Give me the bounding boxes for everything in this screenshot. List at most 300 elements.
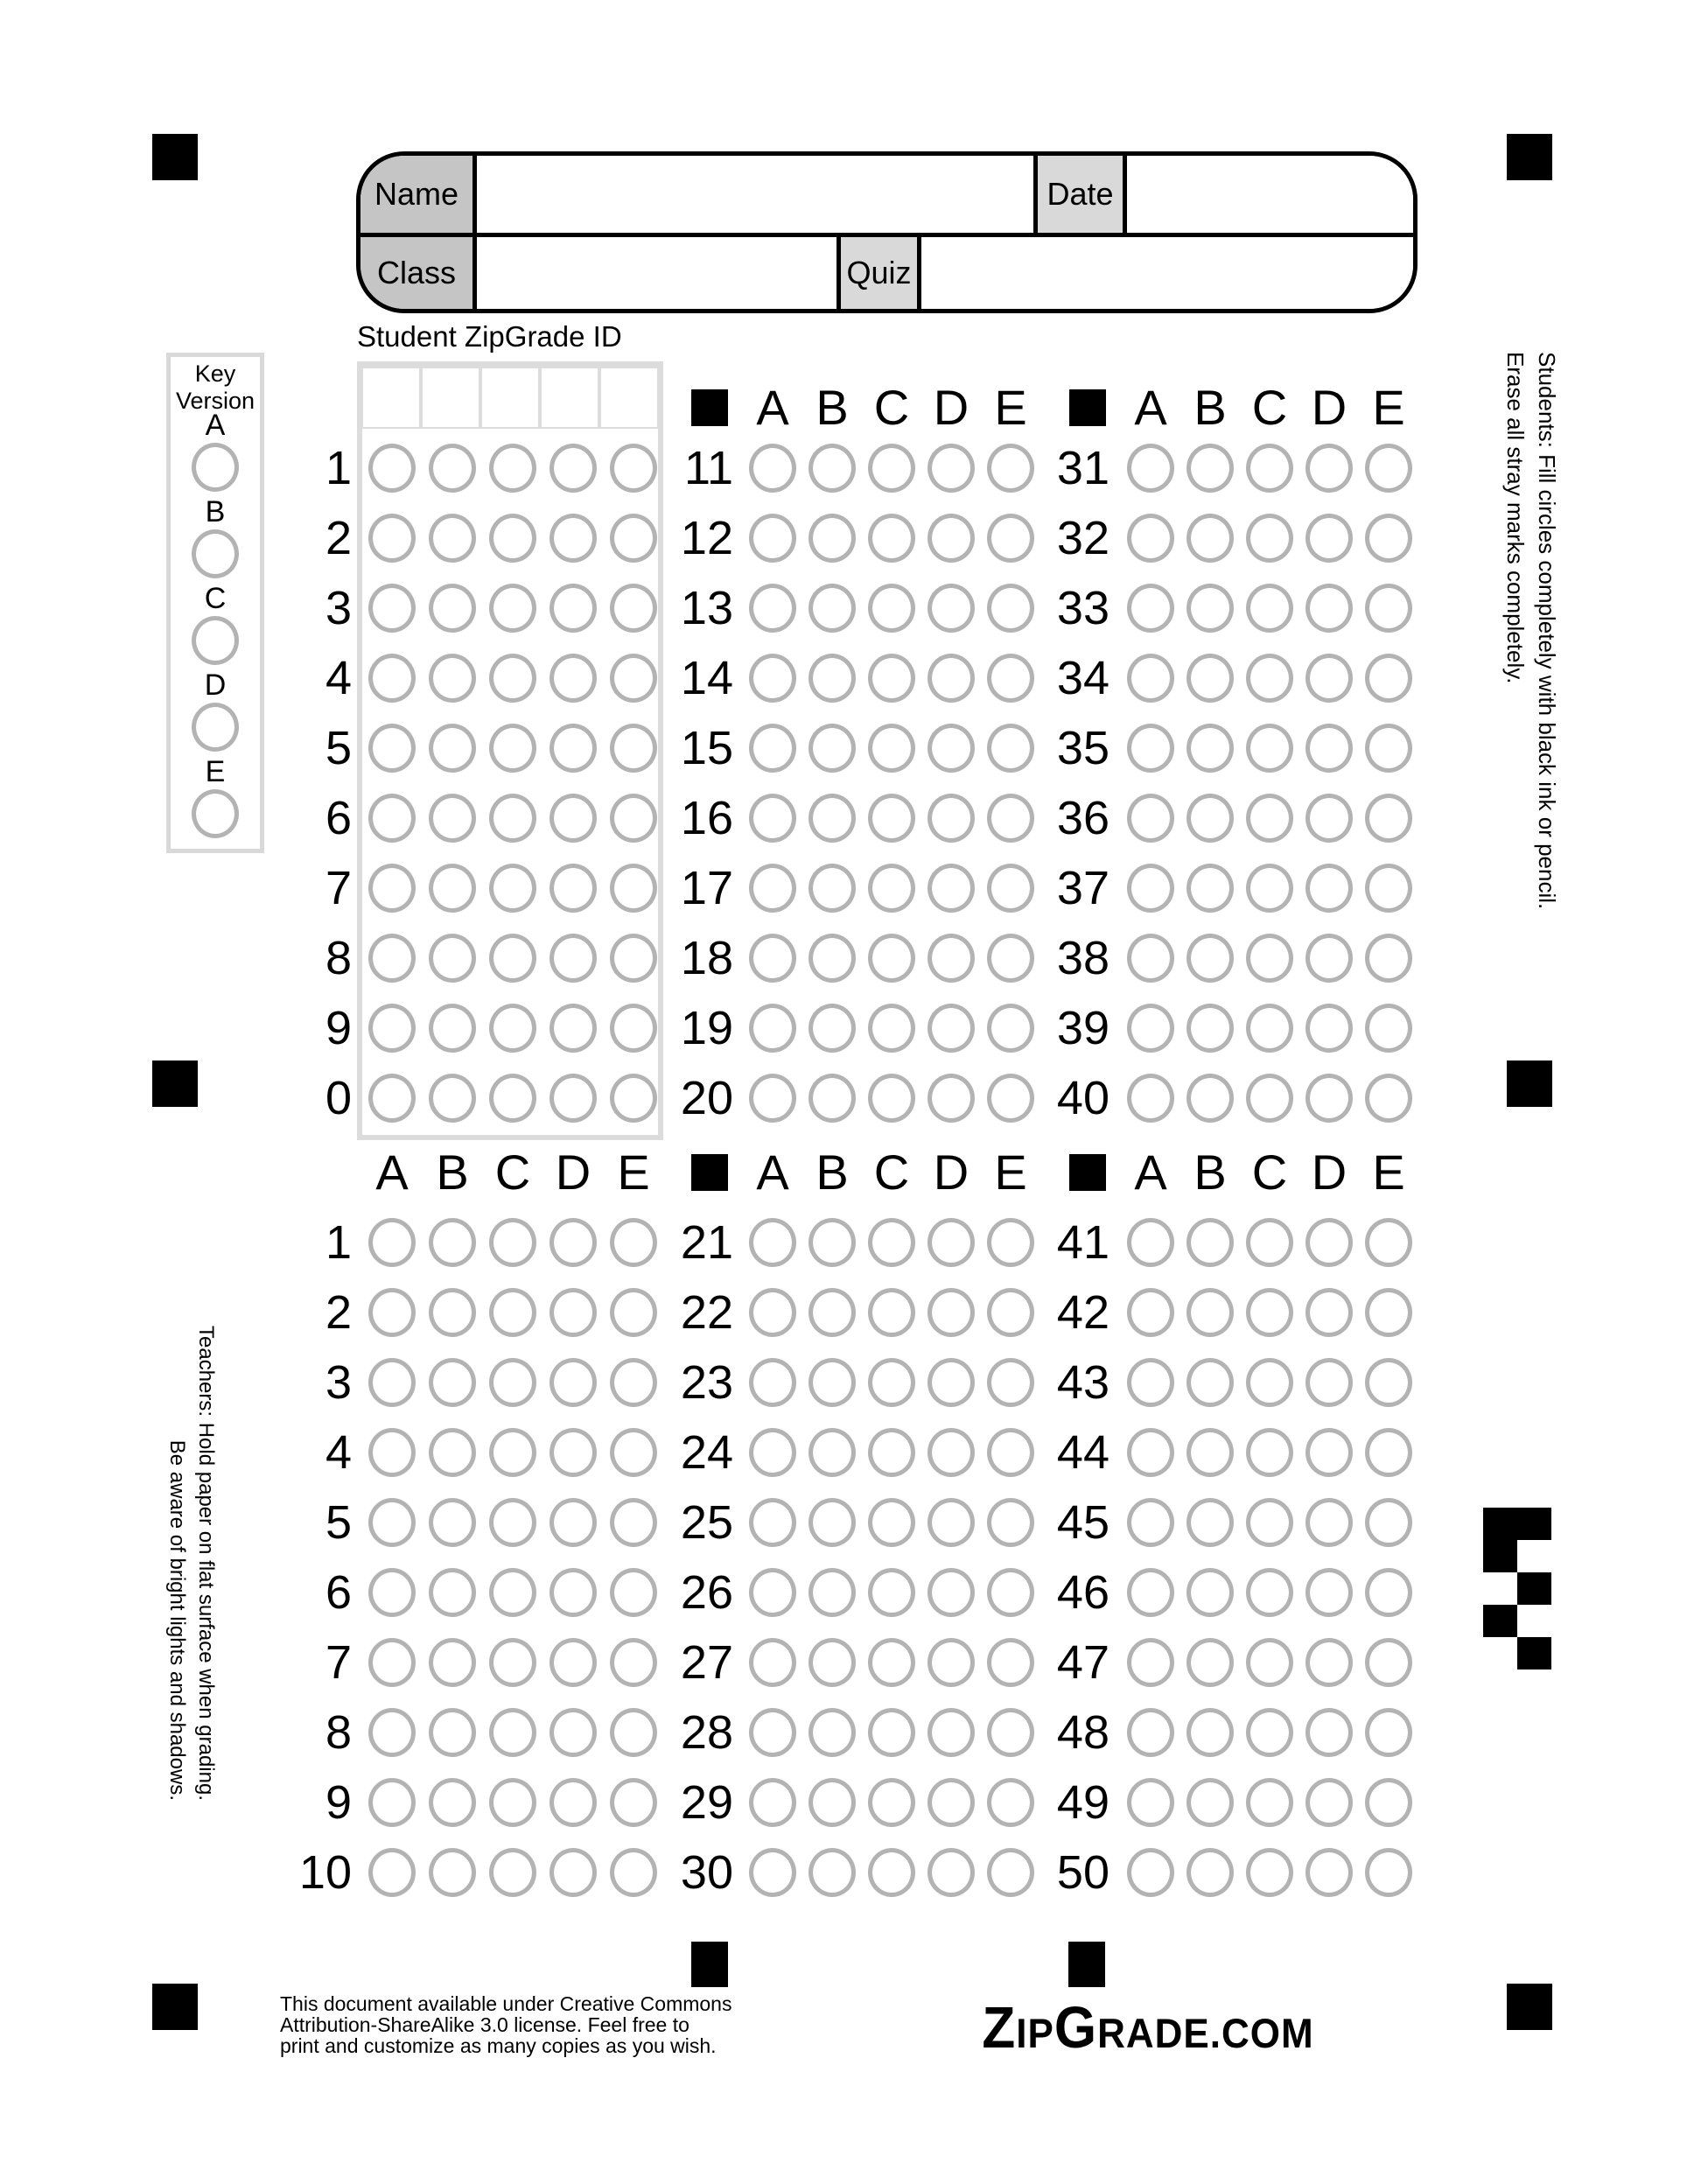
bubble-q39-C[interactable] xyxy=(1246,1004,1293,1053)
bubble-q34-A[interactable] xyxy=(1127,654,1174,703)
bubble-q37-E[interactable] xyxy=(1365,864,1412,913)
bubble-q30-A[interactable] xyxy=(749,1848,796,1897)
bubble-q3-D[interactable] xyxy=(550,1358,597,1407)
bubble-q34-E[interactable] xyxy=(1365,654,1412,703)
bubble-q33-C[interactable] xyxy=(1246,584,1293,633)
date-field[interactable] xyxy=(1127,156,1413,233)
bubble-q46-D[interactable] xyxy=(1306,1568,1353,1617)
key-version-letter-A: A xyxy=(205,409,226,442)
bubble-q49-D[interactable] xyxy=(1306,1778,1353,1827)
bubble-q15-B[interactable] xyxy=(808,724,856,773)
id-digit-cell-2[interactable] xyxy=(421,367,480,429)
id-digit-cell-5[interactable] xyxy=(599,367,659,429)
registration-mark-mid-right xyxy=(1507,1060,1552,1107)
bubble-id-digit2-col1[interactable] xyxy=(368,514,416,563)
bubble-q16-D[interactable] xyxy=(928,794,975,843)
bubble-q25-C[interactable] xyxy=(868,1498,915,1547)
bubble-q42-C[interactable] xyxy=(1246,1288,1293,1337)
bubble-q44-C[interactable] xyxy=(1246,1428,1293,1477)
bubble-q42-E[interactable] xyxy=(1365,1288,1412,1337)
bubble-q8-B[interactable] xyxy=(429,1708,476,1757)
bubble-q1-C[interactable] xyxy=(489,1218,536,1267)
bubble-q3-C[interactable] xyxy=(489,1358,536,1407)
bubble-id-digit7-col3[interactable] xyxy=(489,864,536,913)
bubble-q35-C[interactable] xyxy=(1246,724,1293,773)
bubble-q49-C[interactable] xyxy=(1246,1778,1293,1827)
bubble-q24-B[interactable] xyxy=(808,1428,856,1477)
bubble-q46-C[interactable] xyxy=(1246,1568,1293,1617)
bubble-q45-E[interactable] xyxy=(1365,1498,1412,1547)
bubble-q37-B[interactable] xyxy=(1186,864,1234,913)
bubble-id-digit6-col1[interactable] xyxy=(368,794,416,843)
bubble-q22-B[interactable] xyxy=(808,1288,856,1337)
bubble-q42-A[interactable] xyxy=(1127,1288,1174,1337)
bubble-q49-B[interactable] xyxy=(1186,1778,1234,1827)
bubble-id-digit0-col2[interactable] xyxy=(429,1074,476,1123)
bubble-q17-B[interactable] xyxy=(808,864,856,913)
bubble-q19-B[interactable] xyxy=(808,1004,856,1053)
bubble-id-digit2-col5[interactable] xyxy=(610,514,657,563)
bubble-id-digit7-col4[interactable] xyxy=(550,864,597,913)
bubble-q1-D[interactable] xyxy=(550,1218,597,1267)
bubble-q10-A[interactable] xyxy=(368,1848,416,1897)
bubble-q50-A[interactable] xyxy=(1127,1848,1174,1897)
bubble-q16-C[interactable] xyxy=(868,794,915,843)
bubble-q18-D[interactable] xyxy=(928,934,975,983)
bubble-q21-D[interactable] xyxy=(928,1218,975,1267)
bubble-q34-B[interactable] xyxy=(1186,654,1234,703)
bubble-q25-D[interactable] xyxy=(928,1498,975,1547)
bubble-q27-D[interactable] xyxy=(928,1638,975,1687)
bubble-q31-A[interactable] xyxy=(1127,444,1174,493)
bubble-q23-A[interactable] xyxy=(749,1358,796,1407)
bubble-q7-C[interactable] xyxy=(489,1638,536,1687)
bubble-q35-E[interactable] xyxy=(1365,724,1412,773)
bubble-q38-C[interactable] xyxy=(1246,934,1293,983)
bubble-q42-D[interactable] xyxy=(1306,1288,1353,1337)
bubble-q46-A[interactable] xyxy=(1127,1568,1174,1617)
bubble-id-digit5-col3[interactable] xyxy=(489,724,536,773)
bubble-id-digit6-col5[interactable] xyxy=(610,794,657,843)
bubble-q50-C[interactable] xyxy=(1246,1848,1293,1897)
bubble-q27-C[interactable] xyxy=(868,1638,915,1687)
bubble-key-E[interactable] xyxy=(192,789,239,838)
bubble-q16-A[interactable] xyxy=(749,794,796,843)
bubble-q32-A[interactable] xyxy=(1127,514,1174,563)
bubble-id-digit9-col4[interactable] xyxy=(550,1004,597,1053)
bubble-q18-C[interactable] xyxy=(868,934,915,983)
bubble-id-digit5-col5[interactable] xyxy=(610,724,657,773)
bubble-q34-C[interactable] xyxy=(1246,654,1293,703)
bubble-id-digit9-col5[interactable] xyxy=(610,1004,657,1053)
bubble-q5-D[interactable] xyxy=(550,1498,597,1547)
bubble-id-digit2-col4[interactable] xyxy=(550,514,597,563)
bubble-q29-A[interactable] xyxy=(749,1778,796,1827)
bubble-q19-C[interactable] xyxy=(868,1004,915,1053)
bubble-id-digit7-col2[interactable] xyxy=(429,864,476,913)
bubble-q38-B[interactable] xyxy=(1186,934,1234,983)
bubble-id-digit3-col1[interactable] xyxy=(368,584,416,633)
bubble-q50-E[interactable] xyxy=(1365,1848,1412,1897)
id-digit-cell-1[interactable] xyxy=(361,367,421,429)
registration-mark-top-left xyxy=(152,134,198,180)
teachers-instructions-line2: Be aware of bright lights and shadows. xyxy=(165,1439,189,1801)
bubble-id-digit0-col4[interactable] xyxy=(550,1074,597,1123)
bubble-q45-D[interactable] xyxy=(1306,1498,1353,1547)
bubble-id-digit9-col1[interactable] xyxy=(368,1004,416,1053)
bubble-q27-A[interactable] xyxy=(749,1638,796,1687)
bubble-q11-D[interactable] xyxy=(928,444,975,493)
bubble-q13-C[interactable] xyxy=(868,584,915,633)
bubble-q39-D[interactable] xyxy=(1306,1004,1353,1053)
bubble-id-digit7-col5[interactable] xyxy=(610,864,657,913)
bubble-q37-C[interactable] xyxy=(1246,864,1293,913)
bubble-q23-B[interactable] xyxy=(808,1358,856,1407)
bubble-q8-C[interactable] xyxy=(489,1708,536,1757)
bubble-id-digit0-col3[interactable] xyxy=(489,1074,536,1123)
bubble-q25-B[interactable] xyxy=(808,1498,856,1547)
bubble-q1-A[interactable] xyxy=(368,1218,416,1267)
bubble-q40-D[interactable] xyxy=(1306,1074,1353,1123)
bubble-q31-B[interactable] xyxy=(1186,444,1234,493)
bubble-q3-A[interactable] xyxy=(368,1358,416,1407)
bubble-q36-B[interactable] xyxy=(1186,794,1234,843)
bubble-q39-B[interactable] xyxy=(1186,1004,1234,1053)
bubble-q41-C[interactable] xyxy=(1246,1218,1293,1267)
bubble-q43-D[interactable] xyxy=(1306,1358,1353,1407)
bubble-id-digit4-col4[interactable] xyxy=(550,654,597,703)
bubble-q40-A[interactable] xyxy=(1127,1074,1174,1123)
name-field[interactable] xyxy=(477,156,1033,233)
bubble-id-digit7-col1[interactable] xyxy=(368,864,416,913)
bubble-q26-D[interactable] xyxy=(928,1568,975,1617)
bubble-q10-C[interactable] xyxy=(489,1848,536,1897)
bubble-q29-B[interactable] xyxy=(808,1778,856,1827)
bubble-q41-D[interactable] xyxy=(1306,1218,1353,1267)
bubble-key-D[interactable] xyxy=(192,703,239,752)
bubble-q33-E[interactable] xyxy=(1365,584,1412,633)
bubble-q36-D[interactable] xyxy=(1306,794,1353,843)
bubble-id-digit8-col3[interactable] xyxy=(489,934,536,983)
bubble-q45-A[interactable] xyxy=(1127,1498,1174,1547)
bubble-q37-D[interactable] xyxy=(1306,864,1353,913)
bubble-id-digit6-col3[interactable] xyxy=(489,794,536,843)
bubble-q6-C[interactable] xyxy=(489,1568,536,1617)
bubble-id-digit4-col3[interactable] xyxy=(489,654,536,703)
bubble-q45-C[interactable] xyxy=(1246,1498,1293,1547)
bubble-q46-B[interactable] xyxy=(1186,1568,1234,1617)
bubble-q33-A[interactable] xyxy=(1127,584,1174,633)
bubble-q4-A[interactable] xyxy=(368,1428,416,1477)
bubble-q8-A[interactable] xyxy=(368,1708,416,1757)
bubble-q3-B[interactable] xyxy=(429,1358,476,1407)
bubble-q13-B[interactable] xyxy=(808,584,856,633)
bubble-q44-E[interactable] xyxy=(1365,1428,1412,1477)
bubble-q16-B[interactable] xyxy=(808,794,856,843)
bubble-q43-A[interactable] xyxy=(1127,1358,1174,1407)
bubble-q26-C[interactable] xyxy=(868,1568,915,1617)
bubble-q38-D[interactable] xyxy=(1306,934,1353,983)
bubble-q20-B[interactable] xyxy=(808,1074,856,1123)
bubble-q9-D[interactable] xyxy=(550,1778,597,1827)
registration-mark-mid-left xyxy=(152,1060,198,1107)
bubble-q35-D[interactable] xyxy=(1306,724,1353,773)
bubble-q29-D[interactable] xyxy=(928,1778,975,1827)
bubble-q12-D[interactable] xyxy=(928,514,975,563)
question-number-19: 19 xyxy=(680,1002,733,1054)
bubble-id-digit4-col5[interactable] xyxy=(610,654,657,703)
bubble-q7-D[interactable] xyxy=(550,1638,597,1687)
bubble-q33-B[interactable] xyxy=(1186,584,1234,633)
bubble-id-digit4-col2[interactable] xyxy=(429,654,476,703)
bubble-q21-B[interactable] xyxy=(808,1218,856,1267)
bubble-q48-A[interactable] xyxy=(1127,1708,1174,1757)
bubble-q34-D[interactable] xyxy=(1306,654,1353,703)
bubble-q28-C[interactable] xyxy=(868,1708,915,1757)
bubble-q39-E[interactable] xyxy=(1365,1004,1412,1053)
bubble-q38-E[interactable] xyxy=(1365,934,1412,983)
bubble-q43-B[interactable] xyxy=(1186,1358,1234,1407)
bubble-q9-B[interactable] xyxy=(429,1778,476,1827)
column-header-letter-D: D xyxy=(1311,1144,1348,1200)
question-number-31: 31 xyxy=(1056,442,1110,494)
bubble-q19-A[interactable] xyxy=(749,1004,796,1053)
id-digit-cell-4[interactable] xyxy=(540,367,599,429)
bubble-q41-B[interactable] xyxy=(1186,1218,1234,1267)
bubble-q47-C[interactable] xyxy=(1246,1638,1293,1687)
bubble-q8-D[interactable] xyxy=(550,1708,597,1757)
question-number-39: 39 xyxy=(1056,1002,1110,1054)
bubble-id-digit1-col4[interactable] xyxy=(550,444,597,493)
bubble-q22-C[interactable] xyxy=(868,1288,915,1337)
bubble-q7-A[interactable] xyxy=(368,1638,416,1687)
bubble-q50-B[interactable] xyxy=(1186,1848,1234,1897)
bubble-q23-C[interactable] xyxy=(868,1358,915,1407)
bubble-q12-A[interactable] xyxy=(749,514,796,563)
bubble-q33-D[interactable] xyxy=(1306,584,1353,633)
bubble-id-digit1-col2[interactable] xyxy=(429,444,476,493)
bubble-q47-D[interactable] xyxy=(1306,1638,1353,1687)
bubble-q32-D[interactable] xyxy=(1306,514,1353,563)
bubble-q39-A[interactable] xyxy=(1127,1004,1174,1053)
bubble-q41-A[interactable] xyxy=(1127,1218,1174,1267)
id-digit-cell-3[interactable] xyxy=(480,367,540,429)
bubble-q5-B[interactable] xyxy=(429,1498,476,1547)
students-instructions-line1: Students: Fill circles completely with black ink or pencil. xyxy=(1534,352,1560,910)
bubble-q17-C[interactable] xyxy=(868,864,915,913)
bubble-q31-E[interactable] xyxy=(1365,444,1412,493)
bubble-id-digit9-col3[interactable] xyxy=(489,1004,536,1053)
bubble-q50-D[interactable] xyxy=(1306,1848,1353,1897)
bubble-q44-B[interactable] xyxy=(1186,1428,1234,1477)
bubble-id-digit5-col2[interactable] xyxy=(429,724,476,773)
bubble-q25-A[interactable] xyxy=(749,1498,796,1547)
bubble-key-B[interactable] xyxy=(192,529,239,578)
bubble-q32-E[interactable] xyxy=(1365,514,1412,563)
bubble-q18-B[interactable] xyxy=(808,934,856,983)
bubble-id-digit6-col2[interactable] xyxy=(429,794,476,843)
bubble-q42-B[interactable] xyxy=(1186,1288,1234,1337)
bubble-q31-C[interactable] xyxy=(1246,444,1293,493)
bubble-id-digit5-col1[interactable] xyxy=(368,724,416,773)
bubble-q38-A[interactable] xyxy=(1127,934,1174,983)
id-row-label-5: 5 xyxy=(325,722,352,774)
bubble-q24-D[interactable] xyxy=(928,1428,975,1477)
bubble-q13-A[interactable] xyxy=(749,584,796,633)
bubble-id-digit1-col3[interactable] xyxy=(489,444,536,493)
bubble-q2-D[interactable] xyxy=(550,1288,597,1337)
bubble-q48-C[interactable] xyxy=(1246,1708,1293,1757)
bubble-q4-C[interactable] xyxy=(489,1428,536,1477)
bubble-q15-C[interactable] xyxy=(868,724,915,773)
bubble-q24-C[interactable] xyxy=(868,1428,915,1477)
bubble-q19-D[interactable] xyxy=(928,1004,975,1053)
bubble-q45-B[interactable] xyxy=(1186,1498,1234,1547)
bubble-q20-C[interactable] xyxy=(868,1074,915,1123)
bubble-q22-A[interactable] xyxy=(749,1288,796,1337)
bubble-q26-B[interactable] xyxy=(808,1568,856,1617)
bubble-q48-B[interactable] xyxy=(1186,1708,1234,1757)
bubble-key-C[interactable] xyxy=(192,616,239,665)
bubble-q5-C[interactable] xyxy=(489,1498,536,1547)
bubble-id-digit9-col2[interactable] xyxy=(429,1004,476,1053)
question-number-40: 40 xyxy=(1056,1072,1110,1124)
bubble-q41-E[interactable] xyxy=(1365,1218,1412,1267)
bubble-q47-A[interactable] xyxy=(1127,1638,1174,1687)
bubble-id-digit5-col4[interactable] xyxy=(550,724,597,773)
bubble-q20-A[interactable] xyxy=(749,1074,796,1123)
bubble-q2-B[interactable] xyxy=(429,1288,476,1337)
bubble-id-digit6-col4[interactable] xyxy=(550,794,597,843)
bubble-q35-B[interactable] xyxy=(1186,724,1234,773)
bubble-q12-C[interactable] xyxy=(868,514,915,563)
bubble-q5-A[interactable] xyxy=(368,1498,416,1547)
bubble-q37-A[interactable] xyxy=(1127,864,1174,913)
bubble-q21-C[interactable] xyxy=(868,1218,915,1267)
bubble-q30-B[interactable] xyxy=(808,1848,856,1897)
bubble-q27-B[interactable] xyxy=(808,1638,856,1687)
bubble-q20-D[interactable] xyxy=(928,1074,975,1123)
bubble-q29-C[interactable] xyxy=(868,1778,915,1827)
bubble-q6-B[interactable] xyxy=(429,1568,476,1617)
bubble-q6-A[interactable] xyxy=(368,1568,416,1617)
bubble-id-digit2-col3[interactable] xyxy=(489,514,536,563)
bubble-q26-A[interactable] xyxy=(749,1568,796,1617)
bubble-q48-D[interactable] xyxy=(1306,1708,1353,1757)
bubble-q31-D[interactable] xyxy=(1306,444,1353,493)
bubble-q46-E[interactable] xyxy=(1365,1568,1412,1617)
bubble-id-digit3-col3[interactable] xyxy=(489,584,536,633)
bubble-q4-D[interactable] xyxy=(550,1428,597,1477)
question-number-41: 41 xyxy=(1056,1216,1110,1269)
bubble-id-digit3-col5[interactable] xyxy=(610,584,657,633)
bubble-q43-E[interactable] xyxy=(1365,1358,1412,1407)
bubble-q9-C[interactable] xyxy=(489,1778,536,1827)
bubble-id-digit8-col4[interactable] xyxy=(550,934,597,983)
bubble-q36-E[interactable] xyxy=(1365,794,1412,843)
bubble-q47-E[interactable] xyxy=(1365,1638,1412,1687)
bubble-q2-C[interactable] xyxy=(489,1288,536,1337)
bubble-q43-C[interactable] xyxy=(1246,1358,1293,1407)
question-number-5: 5 xyxy=(325,1496,352,1549)
bubble-q48-E[interactable] xyxy=(1365,1708,1412,1757)
bubble-q17-D[interactable] xyxy=(928,864,975,913)
bubble-q13-D[interactable] xyxy=(928,584,975,633)
bubble-q24-A[interactable] xyxy=(749,1428,796,1477)
bubble-id-digit0-col1[interactable] xyxy=(368,1074,416,1123)
bubble-q36-C[interactable] xyxy=(1246,794,1293,843)
bubble-id-digit1-col1[interactable] xyxy=(368,444,416,493)
bubble-q10-D[interactable] xyxy=(550,1848,597,1897)
bubble-q30-C[interactable] xyxy=(868,1848,915,1897)
bubble-q17-A[interactable] xyxy=(749,864,796,913)
bubble-q6-D[interactable] xyxy=(550,1568,597,1617)
bubble-q40-C[interactable] xyxy=(1246,1074,1293,1123)
bubble-q32-B[interactable] xyxy=(1186,514,1234,563)
bubble-q14-B[interactable] xyxy=(808,654,856,703)
bubble-id-digit2-col2[interactable] xyxy=(429,514,476,563)
bubble-q47-B[interactable] xyxy=(1186,1638,1234,1687)
bubble-q15-D[interactable] xyxy=(928,724,975,773)
bubble-q32-C[interactable] xyxy=(1246,514,1293,563)
bubble-q10-B[interactable] xyxy=(429,1848,476,1897)
bubble-q40-E[interactable] xyxy=(1365,1074,1412,1123)
bubble-q28-A[interactable] xyxy=(749,1708,796,1757)
bubble-q12-B[interactable] xyxy=(808,514,856,563)
bubble-q7-B[interactable] xyxy=(429,1638,476,1687)
bubble-q14-C[interactable] xyxy=(868,654,915,703)
bubble-id-digit8-col1[interactable] xyxy=(368,934,416,983)
bubble-q2-A[interactable] xyxy=(368,1288,416,1337)
column-header-letter-B: B xyxy=(1194,1144,1227,1200)
quiz-field[interactable] xyxy=(921,237,1413,309)
bubble-id-digit1-col5[interactable] xyxy=(610,444,657,493)
bubble-q28-D[interactable] xyxy=(928,1708,975,1757)
id-row-label-0: 0 xyxy=(325,1072,352,1124)
bubble-q49-E[interactable] xyxy=(1365,1778,1412,1827)
bubble-q23-D[interactable] xyxy=(928,1358,975,1407)
bubble-id-digit8-col2[interactable] xyxy=(429,934,476,983)
bubble-q44-D[interactable] xyxy=(1306,1428,1353,1477)
bubble-q14-D[interactable] xyxy=(928,654,975,703)
bubble-q44-A[interactable] xyxy=(1127,1428,1174,1477)
bubble-q1-B[interactable] xyxy=(429,1218,476,1267)
bubble-id-digit0-col5[interactable] xyxy=(610,1074,657,1123)
bubble-q11-C[interactable] xyxy=(868,444,915,493)
bubble-key-A[interactable] xyxy=(192,443,239,492)
bubble-q49-A[interactable] xyxy=(1127,1778,1174,1827)
bubble-q18-A[interactable] xyxy=(749,934,796,983)
bubble-q22-D[interactable] xyxy=(928,1288,975,1337)
bubble-id-digit3-col2[interactable] xyxy=(429,584,476,633)
bubble-q36-A[interactable] xyxy=(1127,794,1174,843)
bubble-id-digit3-col4[interactable] xyxy=(550,584,597,633)
bubble-q11-B[interactable] xyxy=(808,444,856,493)
bubble-id-digit4-col1[interactable] xyxy=(368,654,416,703)
bubble-q28-B[interactable] xyxy=(808,1708,856,1757)
bubble-q15-A[interactable] xyxy=(749,724,796,773)
bubble-q4-B[interactable] xyxy=(429,1428,476,1477)
bubble-q30-D[interactable] xyxy=(928,1848,975,1897)
bubble-q21-A[interactable] xyxy=(749,1218,796,1267)
class-field[interactable] xyxy=(477,237,836,309)
bubble-q40-B[interactable] xyxy=(1186,1074,1234,1123)
bubble-q11-A[interactable] xyxy=(749,444,796,493)
bubble-id-digit8-col5[interactable] xyxy=(610,934,657,983)
bubble-q14-A[interactable] xyxy=(749,654,796,703)
bubble-q35-A[interactable] xyxy=(1127,724,1174,773)
bubble-q9-A[interactable] xyxy=(368,1778,416,1827)
